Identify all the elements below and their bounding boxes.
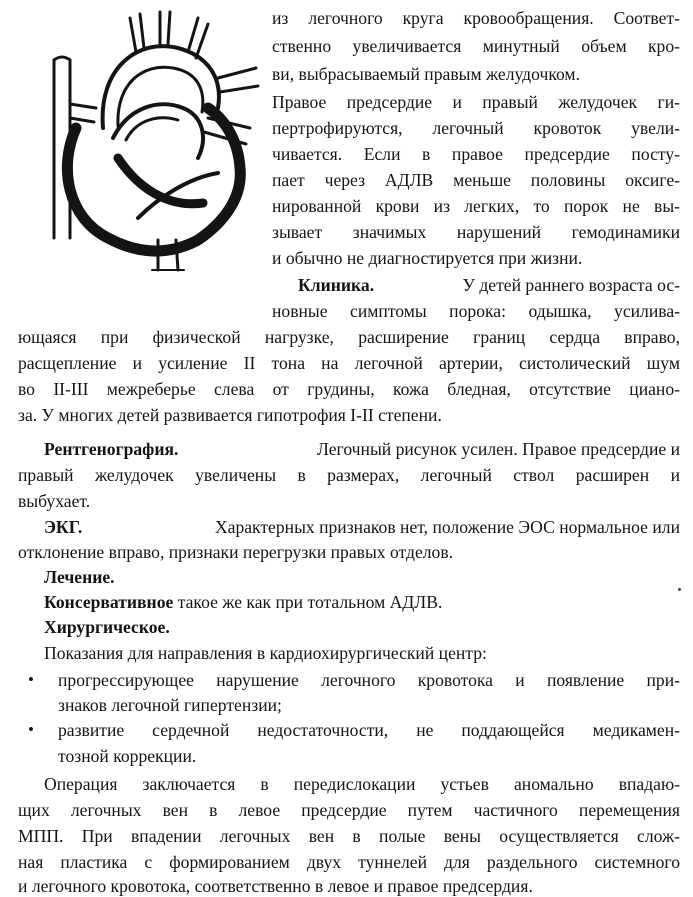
ecg-first-line (44, 516, 680, 538)
text-line: МПП. При впадении легочных вен в полые вены осуществляется слож- (18, 826, 680, 846)
heart-diagram-figure (18, 8, 263, 276)
text-line: отклонение вправо, признаки перегрузки правых отделов. (18, 542, 454, 562)
text-line: Правое предсердие и правый желудочек ги- (272, 92, 680, 112)
xray-first-line (44, 438, 680, 460)
text-line: ющаяся при физической нагрузке, расширение границ сердца вправо, (18, 327, 680, 347)
surgical-heading: Хирургическое. (44, 617, 170, 637)
bullet-text-line: тозной коррекции. (58, 746, 197, 766)
bullet-marker: • (28, 720, 34, 739)
text-line: правый желудочек увеличены в размерах, легочный ствол расширен и (18, 465, 680, 485)
text-line: Характерных признаков нет, положение ЭОС нормальное или (214, 517, 680, 537)
text-line: пертрофируются, легочный кровоток увели- (272, 118, 680, 138)
clinic-first-line (298, 274, 680, 296)
text-line: и обычно не диагностируется при жизни. (272, 248, 583, 268)
text-line: Легочный рисунок усилен. Правое предсердие и (316, 439, 680, 459)
text-line: за. У многих детей развивается гипотрофия I-II степени. (18, 405, 442, 425)
clinic-heading: Клиника. (298, 275, 375, 295)
text-line: пает через АДЛВ меньше половины оксиге- (272, 170, 680, 190)
conservative-heading: Консервативное (44, 592, 174, 612)
text-line: ви, выбрасываемый правым желудочком. (272, 64, 580, 84)
text-line: ная пластика с формированием двух туннелей для раздельного системного (18, 852, 680, 872)
bullet-text-line: прогрессирующее нарушение легочного кровотока и появление при- (58, 670, 680, 690)
conservative-line (44, 591, 442, 613)
text-line: нированной крови из легких, то порок не вы- (272, 196, 680, 216)
indications-intro: Показания для направления в кардиохирургический центр: (44, 643, 487, 663)
text-line: выбухает. (18, 491, 91, 511)
text-line: Операция заключается в передислокации устьев аномально впадаю- (44, 774, 680, 794)
bullet-text-line: знаков легочной гипертензии; (58, 695, 282, 715)
text-line: чивается. Если в правое предсердие посту- (272, 144, 680, 164)
text-line: У детей раннего возраста ос- (462, 275, 680, 295)
text-line: зывает значимых нарушений гемодинамики (272, 222, 680, 242)
bullet-marker: • (28, 670, 34, 689)
bullet-text-line: развитие сердечной недостаточности, не поддающейся медикамен- (58, 720, 680, 740)
text-line: щих легочных вен в левое предсердие путем частичного перемещения (18, 800, 680, 820)
conservative-text: такое же как при тотальном АДЛВ. (177, 592, 443, 612)
ecg-heading: ЭКГ. (44, 517, 83, 537)
xray-heading: Рентгенография. (44, 439, 179, 459)
text-line: ственно увеличивается минутный объем кро- (272, 36, 680, 56)
text-line: из легочного круга кровообращения. Соответ- (272, 8, 680, 28)
text-line: новные симптомы порока: одышка, усилива- (272, 301, 680, 321)
text-line: и легочного кровотока, соответственно в левое и правое предсердия. (18, 876, 533, 896)
treatment-heading: Лечение. (44, 567, 115, 587)
text-line: расщепление и усиление II тона на легочной артерии, систолический шум (18, 353, 680, 373)
text-line: во II-III межреберье слева от грудины, кожа бледная, отсутствие циано- (18, 379, 680, 399)
scan-speck (678, 588, 681, 591)
